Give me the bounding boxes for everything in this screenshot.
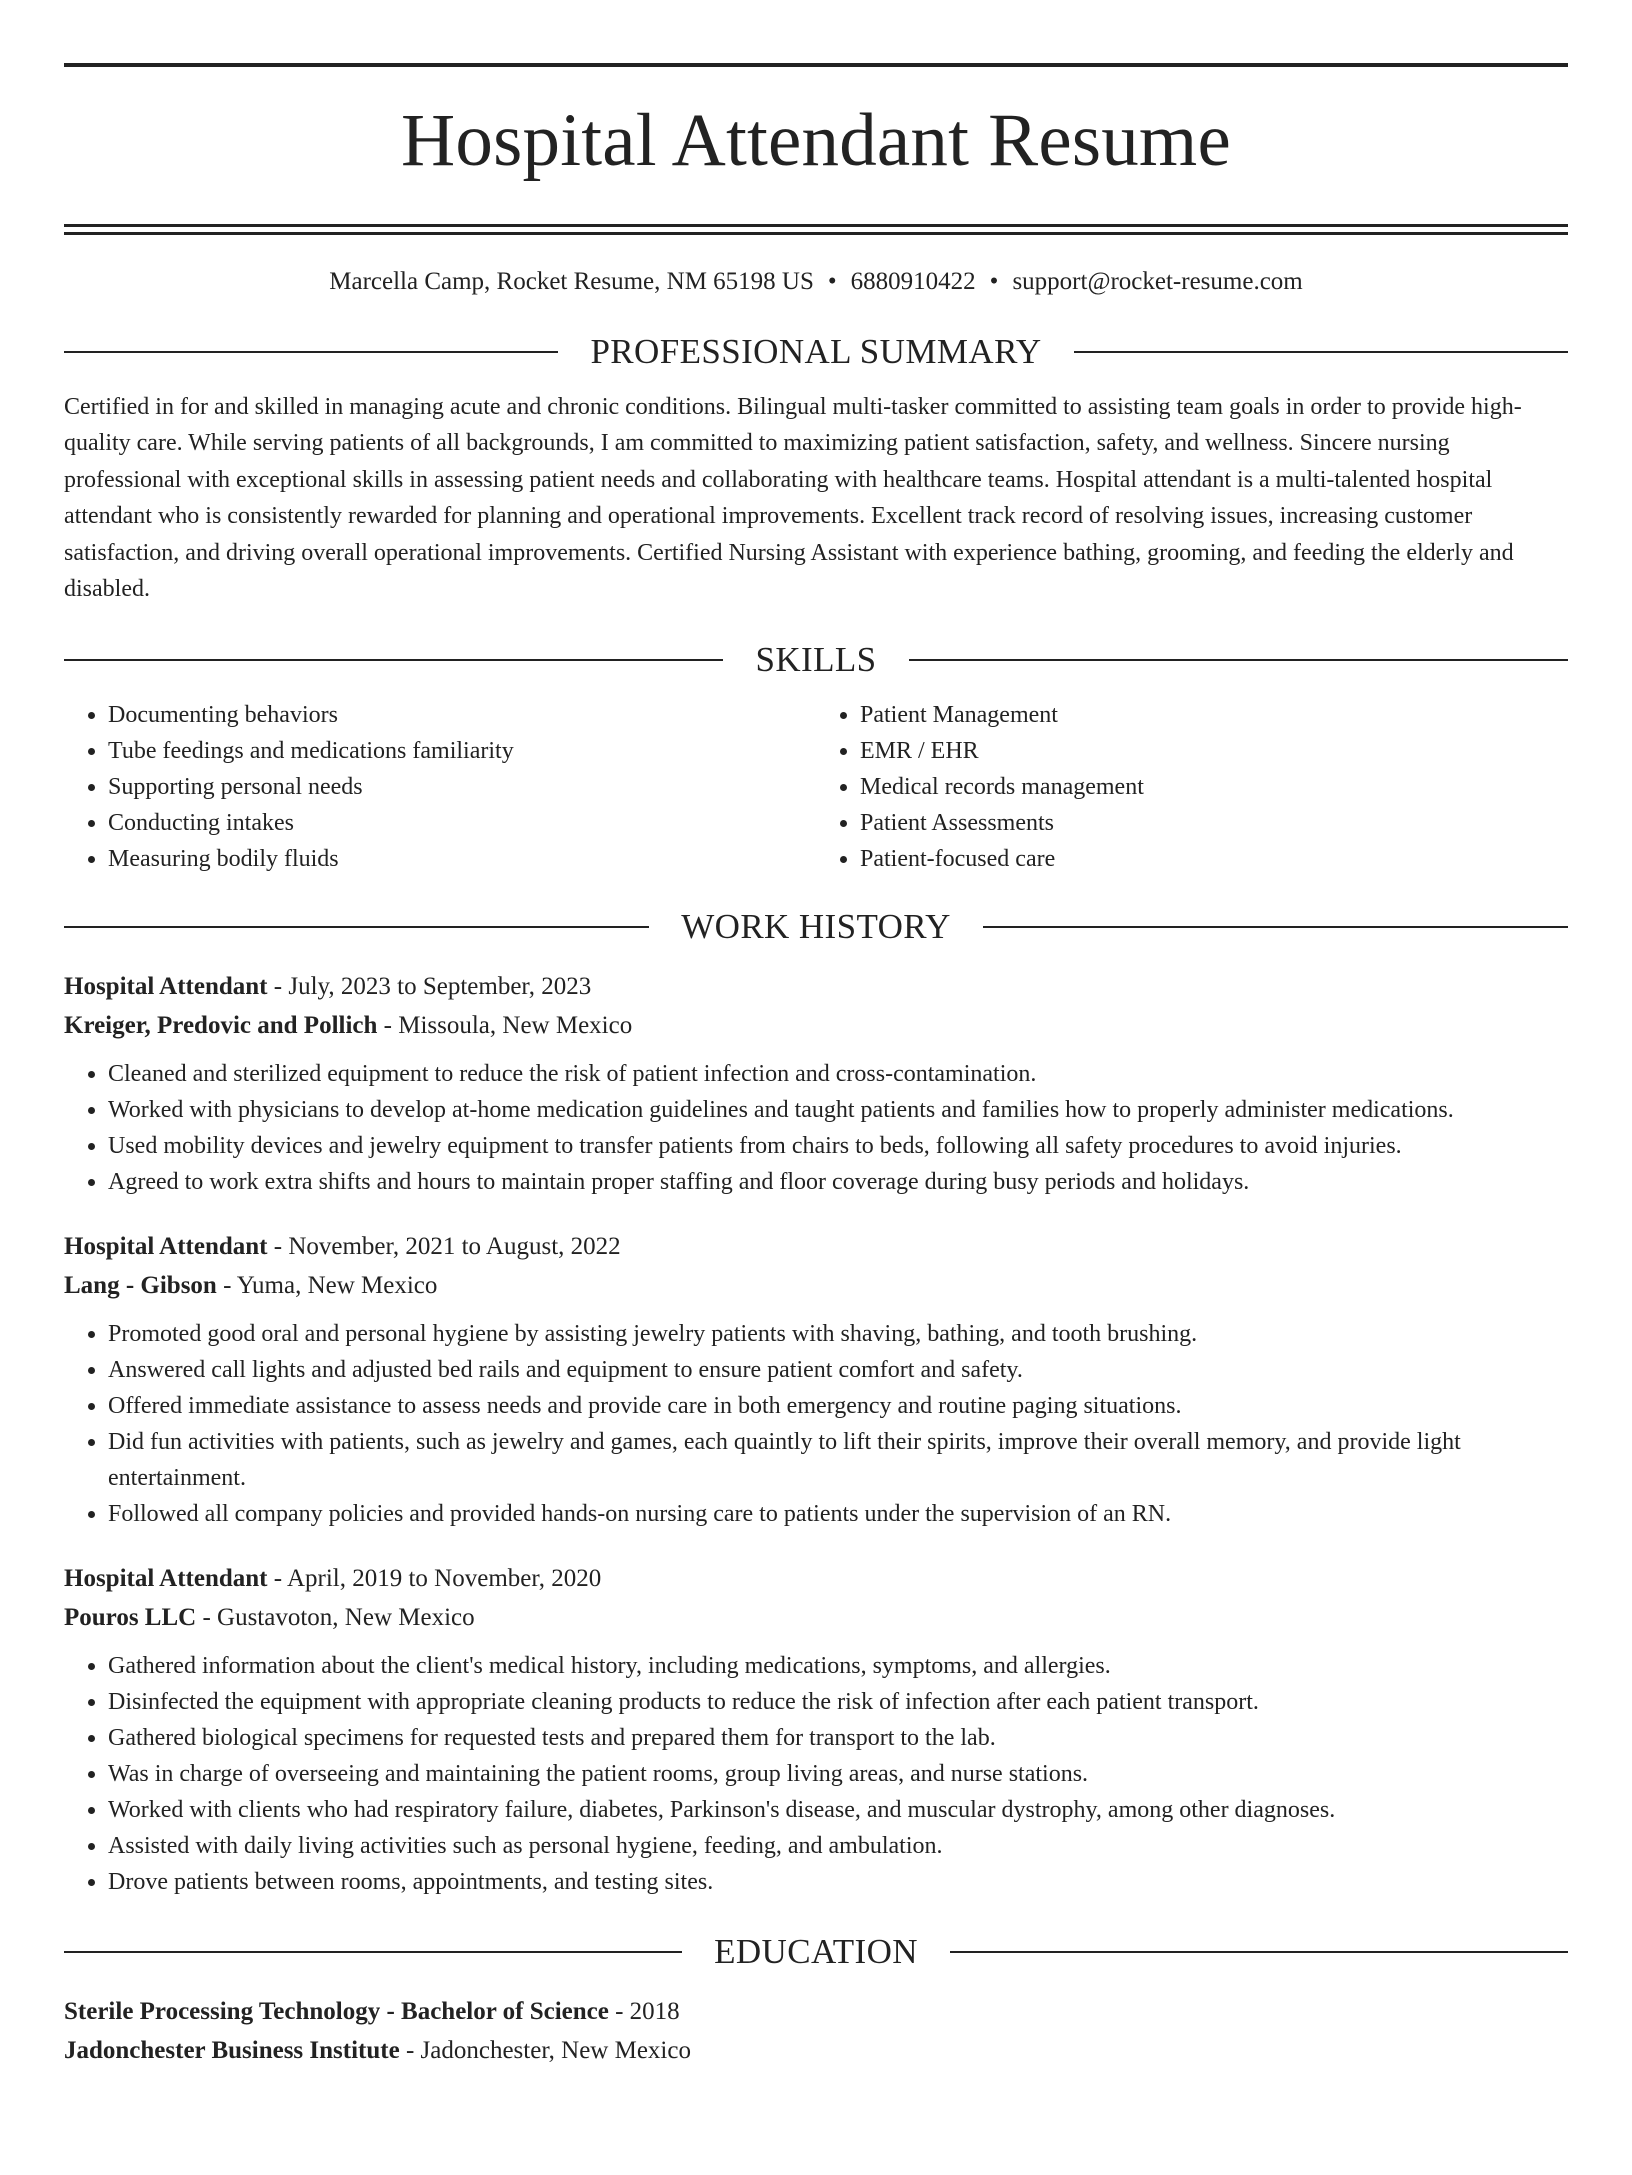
job-title: Hospital Attendant xyxy=(64,973,268,1001)
contact-separator: • xyxy=(989,268,999,295)
heading-rule xyxy=(64,1951,682,1953)
job-bullet: • Did fun activities with patients, such as jewelry and games, each quaintly to lift their spirits, improve their overall memory, and provide light entertainment. xyxy=(108,1424,1568,1496)
heading-rule xyxy=(1074,351,1568,353)
education-degree: Sterile Processing Technology - Bachelor of Science xyxy=(64,1998,609,2026)
section-title: EDUCATION xyxy=(714,1932,918,1972)
job-entry xyxy=(64,1234,1568,1532)
job-bullet: • Answered call lights and adjusted bed rails and equipment to ensure patient comfort and safety. xyxy=(108,1352,1568,1388)
section-title: SKILLS xyxy=(755,640,877,680)
job-bullet: • Cleaned and sterilized equipment to reduce the risk of patient infection and cross-contamination. xyxy=(108,1056,1568,1092)
skill-item: • Patient Assessments xyxy=(860,805,1568,841)
section-title: PROFESSIONAL SUMMARY xyxy=(590,332,1042,371)
skill-item: • Conducting intakes xyxy=(108,805,816,841)
job-bullet: • Gathered information about the client's medical history, including medications, symptoms, and allergies. xyxy=(108,1648,1568,1684)
job-entry xyxy=(64,974,1568,1200)
double-rule xyxy=(64,224,1568,235)
contact-phone: 6880910422 xyxy=(850,268,976,295)
job-company: Lang - Gibson xyxy=(64,1272,217,1300)
page-title: Hospital Attendant Resume xyxy=(401,99,1231,182)
job-company-line xyxy=(64,1013,1568,1038)
resume-page xyxy=(0,63,1632,2175)
job-bullet: • Followed all company policies and provided hands-on nursing care to patients under the supervision of an RN. xyxy=(108,1496,1568,1532)
education-school-line xyxy=(64,2038,1568,2063)
heading-rule xyxy=(909,659,1568,661)
job-company: Kreiger, Predovic and Pollich xyxy=(64,1012,378,1040)
job-dates: - November, 2021 to August, 2022 xyxy=(267,1233,621,1261)
job-bullet: • Worked with physicians to develop at-home medication guidelines and taught patients and families how to properly administer medications. xyxy=(108,1092,1568,1128)
job-company: Pouros LLC xyxy=(64,1604,197,1632)
job-bullet: • Disinfected the equipment with appropriate cleaning products to reduce the risk of infection after each patient transport. xyxy=(108,1684,1568,1720)
skill-item: • Patient Management xyxy=(860,697,1568,733)
job-location: - Missoula, New Mexico xyxy=(377,1012,633,1040)
job-dates: - April, 2019 to November, 2020 xyxy=(267,1565,602,1593)
job-bullet: • Agreed to work extra shifts and hours to maintain proper staffing and floor coverage during busy periods and holidays. xyxy=(108,1164,1568,1200)
job-bullet: • Assisted with daily living activities such as personal hygiene, feeding, and ambulation. xyxy=(108,1828,1568,1864)
job-location: - Gustavoton, New Mexico xyxy=(196,1604,475,1632)
skills-list xyxy=(64,697,1568,877)
job-bullets xyxy=(64,1056,1568,1200)
skill-item: • Supporting personal needs xyxy=(108,769,816,805)
job-bullet: • Gathered biological specimens for requested tests and prepared them for transport to the lab. xyxy=(108,1720,1568,1756)
job-company-line xyxy=(64,1605,1568,1630)
skill-item: • Patient-focused care xyxy=(860,841,1568,877)
job-bullet: • Used mobility devices and jewelry equipment to transfer patients from chairs to beds, following all safety procedures to avoid injuries. xyxy=(108,1128,1568,1164)
job-title-line xyxy=(64,1566,1568,1591)
job-bullet: • Promoted good oral and personal hygiene by assisting jewelry patients with shaving, bathing, and tooth brushing. xyxy=(108,1316,1568,1352)
section-heading-summary xyxy=(64,334,1568,369)
heading-rule xyxy=(950,1951,1568,1953)
job-bullet: • Offered immediate assistance to assess needs and provide care in both emergency and routine paging situations. xyxy=(108,1388,1568,1424)
skill-item: • Measuring bodily fluids xyxy=(108,841,816,877)
job-company-line xyxy=(64,1273,1568,1298)
job-title: Hospital Attendant xyxy=(64,1233,268,1261)
skill-item: • Documenting behaviors xyxy=(108,697,816,733)
education-school: Jadonchester Business Institute xyxy=(64,2037,400,2065)
heading-rule xyxy=(64,351,558,353)
job-dates: - July, 2023 to September, 2023 xyxy=(267,973,592,1001)
job-bullet: • Was in charge of overseeing and maintaining the patient rooms, group living areas, and nurse stations. xyxy=(108,1756,1568,1792)
summary-text: Certified in for and skilled in managing acute and chronic conditions. Bilingual multi-tasker committed to assisting team goals in order to provide high-quality care. While serving patients of all backgrounds, I am committed to maximizing patient satisfaction, safety, and wellness. Sincere nursing professional with exceptional skills in assessing patient needs and collaborating with healthcare teams. Hospital attendant is a multi-talented hospital attendant who is consistently rewarded for planning and operational improvements. Excellent track record of resolving issues, increasing customer satisfaction, and driving overall operational improvements. Certified Nursing Assistant with experience bathing, grooming, and feeding the elderly and disabled. xyxy=(64,394,1522,603)
top-rule xyxy=(64,63,1568,67)
skill-item: • EMR / EHR xyxy=(860,733,1568,769)
skill-item: • Tube feedings and medications familiarity xyxy=(108,733,816,769)
heading-rule xyxy=(983,926,1568,928)
skill-item: • Medical records management xyxy=(860,769,1568,805)
education-entry xyxy=(64,1999,1568,2063)
skills-column-right xyxy=(816,697,1568,877)
education-degree-line xyxy=(64,1999,1568,2024)
contact-line xyxy=(64,269,1568,294)
section-heading-skills xyxy=(64,640,1568,680)
job-bullets xyxy=(64,1316,1568,1532)
job-title: Hospital Attendant xyxy=(64,1565,268,1593)
job-title-line xyxy=(64,974,1568,999)
section-heading-work xyxy=(64,907,1568,947)
education-year: - 2018 xyxy=(608,1998,680,2026)
education-location: - Jadonchester, New Mexico xyxy=(399,2037,691,2065)
contact-address: Marcella Camp, Rocket Resume, NM 65198 US xyxy=(329,268,814,295)
job-entry xyxy=(64,1566,1568,1900)
section-title: WORK HISTORY xyxy=(681,907,951,947)
skills-column-left xyxy=(64,697,816,877)
job-location: - Yuma, New Mexico xyxy=(216,1272,438,1300)
section-heading-education xyxy=(64,1932,1568,1972)
heading-rule xyxy=(64,659,723,661)
contact-separator: • xyxy=(827,268,837,295)
job-bullet: • Worked with clients who had respiratory failure, diabetes, Parkinson's disease, and muscular dystrophy, among other diagnoses. xyxy=(108,1792,1568,1828)
job-title-line xyxy=(64,1234,1568,1259)
job-bullet: • Drove patients between rooms, appointments, and testing sites. xyxy=(108,1864,1568,1900)
contact-email: support@rocket-resume.com xyxy=(1012,268,1303,295)
heading-rule xyxy=(64,926,649,928)
job-bullets xyxy=(64,1648,1568,1900)
